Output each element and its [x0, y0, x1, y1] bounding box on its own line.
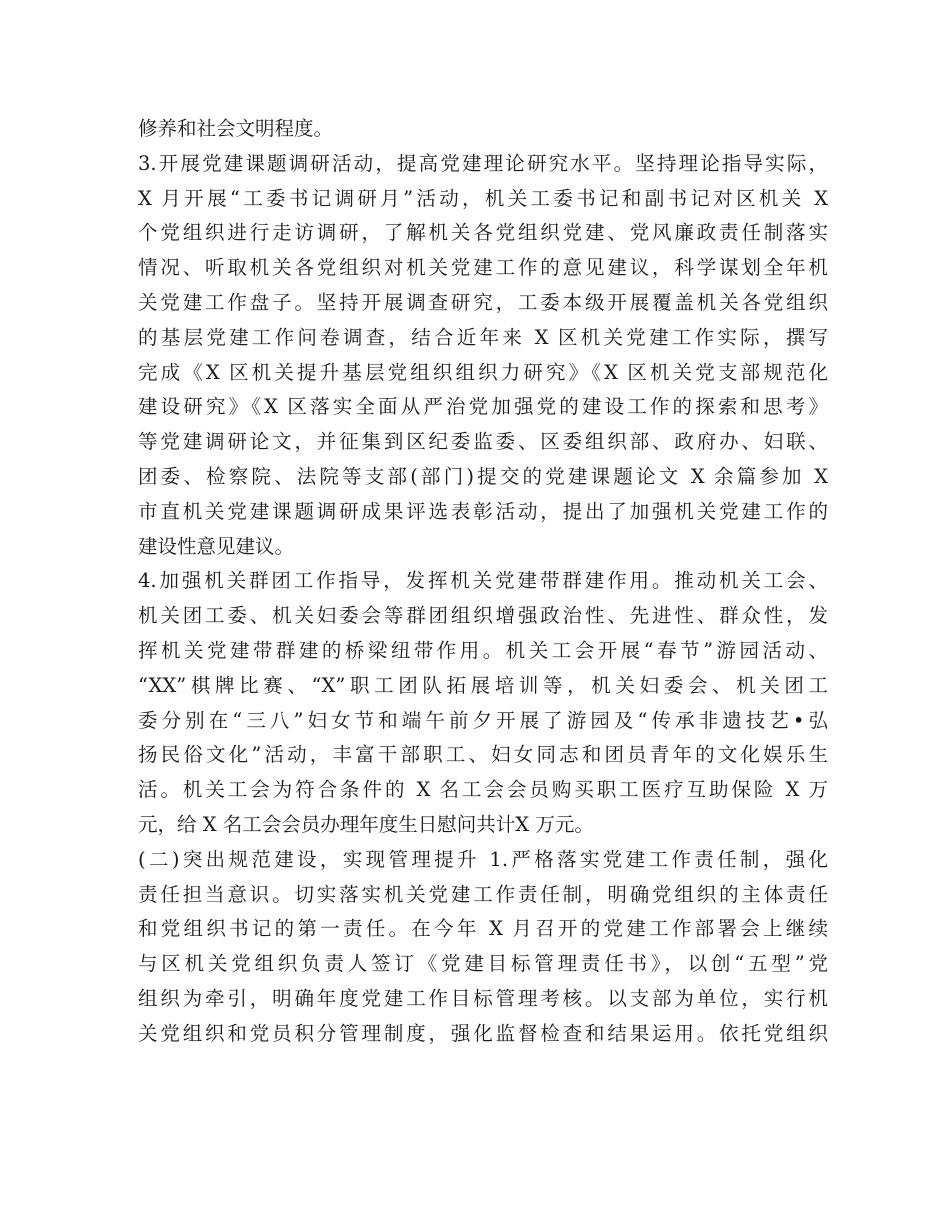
text-line: 建设性意见建议。 — [138, 534, 295, 558]
text-line: 责任担当意识。切实落实机关党建工作责任制，明确党组织的主体责任 — [138, 882, 828, 906]
body-text — [138, 112, 828, 1052]
text-line: 个党组织进行走访调研，了解机关各党组织党建、党风廉政责任制落实 — [138, 221, 828, 245]
text-line: 关党建工作盘子。坚持开展调查研究，工委本级开展覆盖机关各党组织 — [138, 290, 828, 314]
text-line: 团委、检察院、法院等支部(部门)提交的党建课题论文 X 余篇参加 X — [138, 464, 828, 488]
text-line: X 月开展“工委书记调研月”活动，机关工委书记和副书记对区机关 X — [138, 186, 828, 210]
text-line: 和党组织书记的第一责任。在今年 X 月召开的党建工作部署会上继续 — [138, 917, 828, 941]
text-line: 关党组织和党员积分管理制度，强化监督检查和结果运用。依托党组织 — [138, 1021, 828, 1045]
text-line: “XX”棋牌比赛、“X”职工团队拓展培训等，机关妇委会、机关团工 — [138, 673, 828, 697]
text-line: 扬民俗文化”活动，丰富干部职工、妇女同志和团员青年的文化娱乐生 — [138, 743, 828, 767]
text-line: 委分别在“三八”妇女节和端午前夕开展了游园及“传承非遗技艺•弘 — [138, 708, 828, 732]
text-line: 的基层党建工作问卷调查，结合近年来 X 区机关党建工作实际，撰写 — [138, 325, 828, 349]
text-line: 与区机关党组织负责人签订《党建目标管理责任书》，以创“五型”党 — [138, 952, 828, 976]
text-line: 建设研究》《X 区落实全面从严治党加强党的建设工作的探索和思考》 — [138, 395, 828, 419]
text-line: 等党建调研论文，并征集到区纪委监委、区委组织部、政府办、妇联、 — [138, 430, 828, 454]
text-line: 3.开展党建课题调研活动，提高党建理论研究水平。坚持理论指导实际， — [138, 151, 828, 175]
text-line: 情况、听取机关各党组织对机关党建工作的意见建议，科学谋划全年机 — [138, 256, 828, 280]
text-line: 元，给 X 名工会会员办理年度生日慰问共计X 万元。 — [138, 812, 594, 836]
text-line: 挥机关党建带群建的桥梁纽带作用。机关工会开展“春节”游园活动、 — [138, 638, 828, 662]
text-line: 机关团工委、机关妇委会等群团组织增强政治性、先进性、群众性，发 — [138, 604, 828, 628]
text-line: 组织为牵引，明确年度党建工作目标管理考核。以支部为单位，实行机 — [138, 986, 828, 1010]
text-line: 市直机关党建课题调研成果评选表彰活动，提出了加强机关党建工作的 — [138, 499, 828, 523]
text-line: 修养和社会文明程度。 — [138, 117, 334, 140]
text-line: 活。机关工会为符合条件的 X 名工会会员购买职工医疗互助保险 X 万 — [138, 778, 828, 802]
text-line: 4.加强机关群团工作指导，发挥机关党建带群建作用。推动机关工会、 — [138, 569, 828, 593]
text-line: (二)突出规范建设，实现管理提升 1.严格落实党建工作责任制，强化 — [138, 847, 828, 871]
text-line: 完成《X 区机关提升基层党组织组织力研究》《X 区机关党支部规范化 — [138, 360, 828, 384]
